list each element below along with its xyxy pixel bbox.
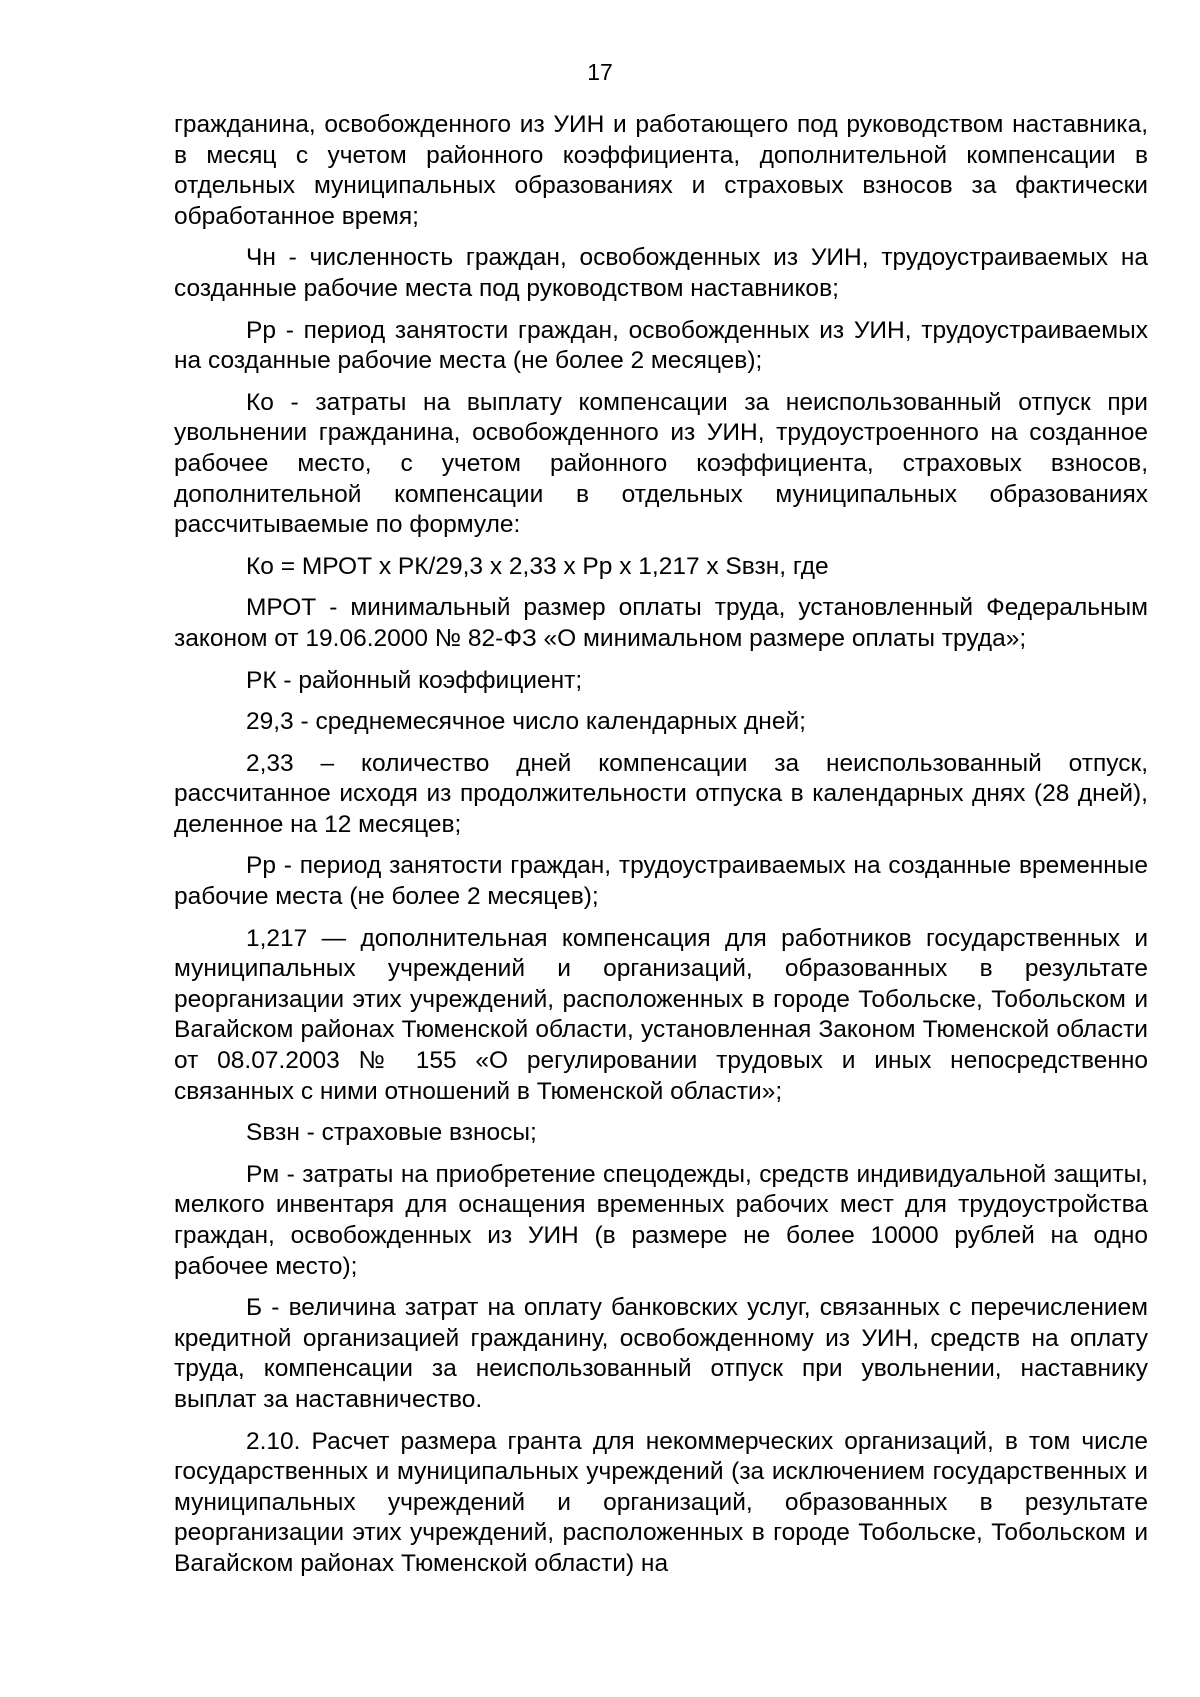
paragraph-chn-definition: Чн - численность граждан, освобожденных из УИН, трудоустраиваемых на созданные рабочие места под руководством наставников; xyxy=(174,244,1148,302)
paragraph-rk-definition: РК - районный коэффициент; xyxy=(246,666,583,694)
paragraph-ko-definition: Ко - затраты на выплату компенсации за неиспользованный отпуск при увольнении гражданина, освобожденного из УИН, трудоустроенного на созданное рабочее место, с учетом районного коэффициента, страховых взносов, дополнительной компенсации в отдельных муниципальных образованиях рассчитываемые по формуле: xyxy=(174,388,1148,539)
paragraph-b-definition: Б - величина затрат на оплату банковских услуг, связанных с перечислением кредитной организацией гражданину, освобожденному из УИН, средств на оплату труда, компенсации за неиспользованный отпуск при увольнении, наставнику выплат за наставничество. xyxy=(174,1294,1148,1413)
paragraph-days-definition: 29,3 - среднемесячное число календарных дней; xyxy=(246,708,806,736)
paragraph-compensation-days: 2,33 – количество дней компенсации за неиспользованный отпуск, рассчитанное исходя из продолжительности отпуска в календарных днях (28 дней), деленное на 12 месяцев; xyxy=(174,749,1148,838)
paragraph-rr-temporary: Рр - период занятости граждан, трудоустраиваемых на созданные временные рабочие места (не более 2 месяцев); xyxy=(174,852,1148,911)
paragraph-additional-compensation: 1,217 — дополнительная компенсация для работников государственных и муниципальных учреждений и организаций, образованных в результате реорганизации этих учреждений, расположенных в городе Тобольске, Тобольском и Вагайском районах Тюменской области, установленная Законом Тюменской области от 08.07.2003 № 155 «О регулировании трудовых и иных непосредственно связанных с ними отношений в Тюменской области»; xyxy=(174,924,1148,1105)
paragraph-rr-definition: Рр - период занятости граждан, освобожденных из УИН, трудоустраиваемых на созданные рабочие места (не более 2 месяцев); xyxy=(174,316,1148,375)
paragraph-rm-definition: Рм - затраты на приобретение спецодежды, средств индивидуальной защиты, мелкого инвентаря для оснащения временных рабочих мест для трудоустройства граждан, освобожденных из УИН (в размере не более 10000 рублей на одно рабочее место); xyxy=(174,1160,1148,1280)
paragraph-ko-formula: Ко = МРОТ х РК/29,3 х 2,33 х Рр х 1,217 х Sвзн, где xyxy=(246,552,829,580)
paragraph-section-2-10: 2.10. Расчет размера гранта для некоммерческих организаций, в том числе государственных и муниципальных учреждений (за исключением государственных и муниципальных учреждений и организаций, образованных в результате реорганизации этих учреждений, расположенных в городе Тобольске, Тобольском и Вагайском районах Тюменской области) на xyxy=(174,1427,1148,1577)
paragraph-continuation: гражданина, освобожденного из УИН и работающего под руководством наставника, в месяц с учетом районного коэффициента, дополнительной компенсации в отдельных муниципальных образованиях и страховых взносов за фактически обработанное время; xyxy=(174,111,1148,230)
paragraph-mrot-definition: МРОТ - минимальный размер оплаты труда, установленный Федеральным законом от 19.06.2000 № 82-ФЗ «О минимальном размере оплаты труда»; xyxy=(174,594,1148,652)
page-number: 17 xyxy=(587,59,613,85)
paragraph-insurance: Sвзн - страховые взносы; xyxy=(246,1119,537,1147)
document-body xyxy=(174,110,1148,1591)
